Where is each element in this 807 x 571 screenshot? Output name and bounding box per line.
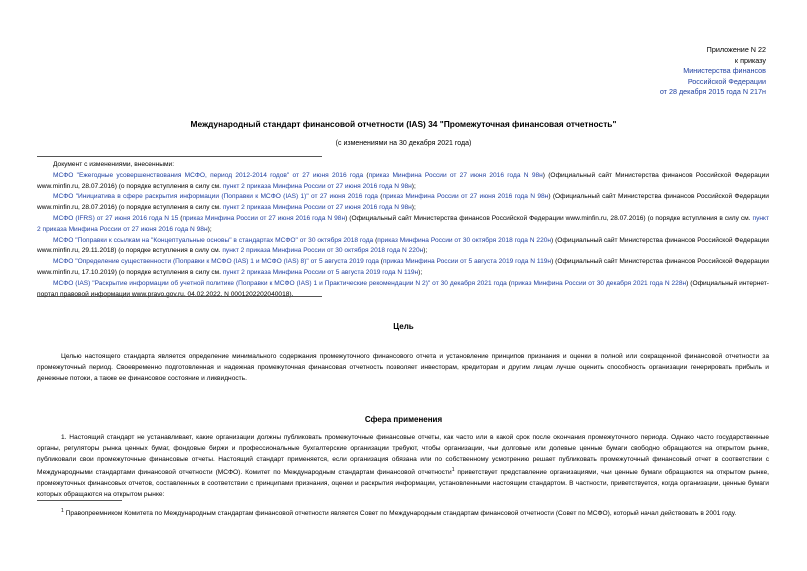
change-item xyxy=(37,171,769,193)
appendix-number: Приложение N 22 xyxy=(706,45,766,54)
changes-header: Документ с изменениями, внесенными: xyxy=(53,161,175,168)
appendix-line-ministry[interactable]: Министерства финансов xyxy=(683,66,766,76)
change-sep: ( xyxy=(378,258,383,266)
change-link-standard[interactable]: МСФО "Определение существенности (Поправки к МСФО (IAS) 1 и МСФО (IAS) 8)" от 5 августа 2019 года xyxy=(53,258,379,266)
change-sep: ( xyxy=(363,171,369,179)
change-link-order[interactable]: приказ Минфина России от 27 июня 2016 года N 98н xyxy=(182,214,346,222)
heading-scope: Сфера применения xyxy=(364,415,443,424)
change-link-order[interactable]: приказ Минфина России от 27 июня 2016 года N 98н xyxy=(368,171,543,179)
change-end: ); xyxy=(418,268,423,276)
change-link-standard[interactable]: МСФО "Поправки к ссылкам на "Концептуальные основы" в стандартах МСФО" от 30 октября 2018 года xyxy=(53,236,374,244)
appendix-block xyxy=(660,45,766,98)
footnote-ref[interactable]: 1 xyxy=(451,467,455,474)
change-link-effective[interactable]: пункт 2 приказа Минфина России от 27 июня 2016 года N 98н xyxy=(222,182,412,190)
change-link-standard[interactable]: МСФО (IAS) "Раскрытие информации об учетной политике (Поправки к МСФО (IAS) 1 и Практические рекомендации N 2)" от 30 декабря 2021 года xyxy=(53,279,507,287)
change-link-effective[interactable]: пункт 2 приказа Минфина России от 5 августа 2019 года N 119н xyxy=(222,268,419,276)
footnote-divider xyxy=(37,500,122,501)
change-sep: ( xyxy=(178,214,183,222)
appendix-line-date[interactable]: от 28 декабря 2015 года N 217н xyxy=(659,87,766,97)
change-link-effective[interactable]: пункт 2 приказа Минфина России от 27 июня 2016 года N 98н xyxy=(37,214,770,233)
change-item xyxy=(37,279,769,301)
heading-goal: Цель xyxy=(393,322,414,331)
change-source: ) (Официальный сайт Министерства финансов Российской Федерации www.minfin.ru, 17.10.2019) (о порядке вступления в силу см. xyxy=(37,258,769,276)
change-link-effective[interactable]: пункт 2 приказа Минфина России от 27 июня 2016 года N 98н xyxy=(222,204,412,212)
change-sep: ( xyxy=(377,193,383,201)
changes-bottom-divider xyxy=(37,296,322,297)
change-link-effective[interactable]: пункт 2 приказа Минфина России от 30 октября 2018 года N 220н xyxy=(222,247,424,255)
changes-block xyxy=(37,160,769,300)
footnote-mark: 1 xyxy=(61,508,64,514)
footnote xyxy=(37,505,769,520)
change-link-order[interactable]: приказ Минфина России от 27 июня 2016 года N 98н xyxy=(382,193,549,201)
scope-text-a: 1. Настоящий стандарт не устанавливает, какие организации должны публиковать промежуточные финансовые отчеты, как часто или в какой срок после окончания промежуточного периода. Однако часто государственные органы, регуляторы рынка ценных бумаг, фондовые биржи и профессиональные бухгалтерские организации требуют, чтобы организации, чьи долговые или долевые ценные бумаги свободно обращаются на открытом рынке, публиковали свои промежуточные финансовые отчеты. Настоящий стандарт применяется, если организация обязана или по собственному усмотрению решает публиковать промежуточный финансовый отчет в соответствии с Международными стандартами финансовой отчетности (МСФО). Комитет по Международным стандартам финансовой отчетности xyxy=(37,434,769,477)
change-source: ) (Официальный сайт Министерства финансов Российской Федерации www.minfin.ru, 28.07.2016) (о порядке вступления в силу см. xyxy=(37,171,769,190)
change-source: ) (Официальный сайт Министерства финансов Российской Федерации www.minfin.ru, 29.11.2018) (о порядке вступления в силу см. xyxy=(37,236,769,255)
change-link-standard[interactable]: МСФО (IFRS) от 27 июня 2016 года N 15 xyxy=(53,214,179,222)
change-end: ); xyxy=(207,225,212,233)
change-link-order[interactable]: приказ Минфина России от 30 октября 2018 года N 220н xyxy=(377,236,552,244)
scope-text-b: приветствует представление организациями, чьи ценные бумаги обращаются на открытом рынке, промежуточных финансовых отчетов, составленных в соответствии с принципами признания, оценки и раскрытия информации, установленными настоящим стандартом. В частности, приветствуется, когда организации, ценные бумаги которых обращаются на открытом рынке: xyxy=(37,469,769,499)
change-link-order[interactable]: приказ Минфина России от 5 августа 2019 года N 119н xyxy=(382,258,552,266)
change-link-standard[interactable]: МСФО "Ежегодные усовершенствования МСФО, период 2012-2014 годов" от 27 июня 2016 года xyxy=(53,171,364,179)
change-link-order[interactable]: приказ Минфина России от 30 декабря 2021 года N 228н xyxy=(510,279,687,287)
change-item xyxy=(37,192,769,214)
change-source: ) (Официальный сайт Министерства финансов Российской Федерации www.minfin.ru, 28.07.2016) (о порядке вступления в силу см. xyxy=(345,214,753,222)
change-end: ); xyxy=(423,247,428,255)
change-source: ) (Официальный интернет-портал правовой информации www.pravo.gov.ru, 04.02.2022, N 0001202202040018). xyxy=(37,279,770,298)
change-sep: ( xyxy=(506,279,511,287)
appendix-line-order: к приказу xyxy=(734,55,766,65)
document-title: Международный стандарт финансовой отчетности (IAS) 34 "Промежуточная финансовая отчетность" xyxy=(190,119,617,129)
changes-top-divider xyxy=(37,156,322,157)
goal-paragraph: Целью настоящего стандарта является определение минимального содержания промежуточного финансового отчета и установление принципов признания и оценки в полной или сокращенной финансовой отчетности за промежуточный период. Своевременно подготовленная и надежная промежуточная финансовая отчетность позволяет инвесторам, кредиторам и другим лицам лучше оценить способность организации генерировать прибыль и денежные потоки, а также ее финансовое состояние и ликвидность. xyxy=(37,353,769,382)
change-end: ); xyxy=(411,204,416,212)
scope-paragraph xyxy=(37,433,769,501)
change-item xyxy=(37,236,769,258)
change-end: ); xyxy=(411,182,416,190)
edition-note: (с изменениями на 30 декабря 2021 года) xyxy=(335,140,472,147)
change-item xyxy=(37,257,769,279)
change-link-standard[interactable]: МСФО "Инициатива в сфере раскрытия информации (Поправки к МСФО (IAS) 1)" от 27 июня 2016 года xyxy=(53,193,378,201)
footnote-text: Правопреемником Комитета по Международным стандартам финансовой отчетности является Совет по Международным стандартам финансовой отчетности (Совет по МСФО), который начал действовать в 2001 году. xyxy=(63,510,737,518)
appendix-line-country[interactable]: Российской Федерации xyxy=(687,76,766,86)
change-sep: ( xyxy=(373,236,378,244)
change-item xyxy=(37,214,769,236)
change-source: ) (Официальный сайт Министерства финансов Российской Федерации www.minfin.ru, 28.07.2016) (о порядке вступления в силу см. xyxy=(37,193,769,212)
